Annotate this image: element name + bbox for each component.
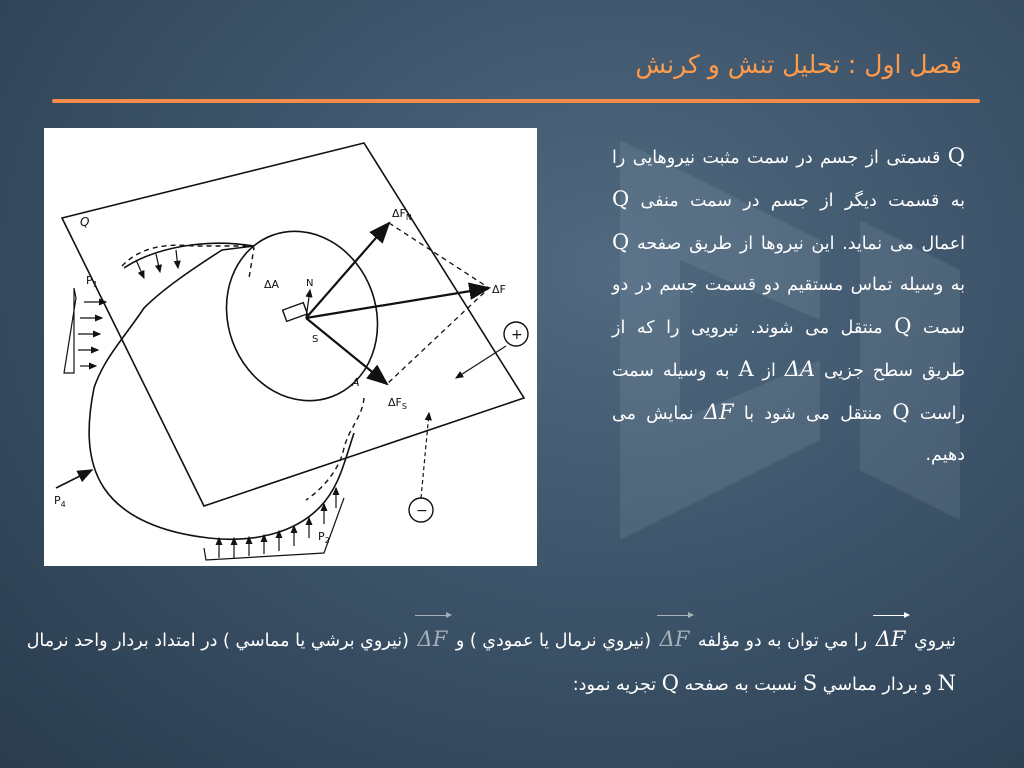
- label-load-p1: $P_1$: [86, 274, 98, 289]
- label-area: ΔA: [264, 278, 280, 291]
- normal-force-arrow: [306, 223, 389, 318]
- decomposition-paragraph: [12, 618, 956, 706]
- stress-diagram: [44, 128, 537, 566]
- text-segment: منتقل می شوند. نیرويی را كه از طريق سطح جزيی: [612, 318, 965, 381]
- title-divider: [52, 99, 980, 103]
- text-segment: قسمتی از جسم در سمت مثبت: [702, 148, 941, 168]
- text-segment: اعمال می نمايد. اين نیروها از طريق صفحه: [636, 234, 965, 254]
- sym-delta-f: ΔF: [703, 400, 734, 424]
- sym-q: Q: [947, 144, 965, 168]
- sym-q: Q: [661, 671, 679, 695]
- explanation-paragraph: [612, 136, 965, 476]
- text-segment: نسبت به صفحه: [684, 675, 798, 695]
- label-normal-force: $\Delta F_N$: [392, 207, 412, 222]
- label-total-force: ΔF: [492, 283, 506, 296]
- text-segment: تجزيه نمود:: [572, 675, 657, 695]
- label-load-p4: $P_4$: [54, 494, 66, 509]
- slide-title: فصل اول : تحليل تنش و كرنش: [635, 50, 962, 79]
- shear-force-arrow: [306, 318, 387, 384]
- load-outline-p1: [64, 288, 76, 373]
- text-segment: نیروهایی را به قسمت ديگر از جسم در سمت منفی: [612, 148, 965, 211]
- load-arrow-p4: [56, 470, 92, 488]
- text-segment: (: [402, 631, 409, 651]
- area-element: [283, 303, 308, 322]
- sym-delta-a: ΔA: [784, 357, 816, 381]
- label-plus: +: [511, 327, 523, 343]
- text-segment: ) و: [455, 631, 477, 651]
- minus-direction-arrow: [421, 413, 429, 498]
- sym-a: A: [738, 357, 754, 381]
- load-arrows-p1: [78, 250, 178, 366]
- text-segment: از: [762, 361, 776, 381]
- text-segment: نيروي: [914, 631, 956, 651]
- text-segment: به وسیله سمت راست: [612, 361, 965, 424]
- vector-delta-f: ΔF: [873, 618, 909, 660]
- load-arrows-p2: [219, 488, 336, 558]
- sym-s: S: [802, 671, 818, 695]
- label-plane: Q: [80, 215, 90, 229]
- label-shear-dir: S: [312, 334, 319, 345]
- plus-direction-arrow: [456, 346, 506, 378]
- vector-delta-f-normal: ΔF: [657, 618, 693, 660]
- sym-q: Q: [612, 187, 630, 211]
- sym-q: Q: [612, 230, 630, 254]
- text-segment: به وسیله تماس مستقیم دو قسمت جسم در دو سمت: [612, 275, 965, 338]
- label-region: A: [352, 376, 360, 389]
- text-segment: و بردار مماسي: [822, 675, 933, 695]
- text-segment: نيروي برشي يا مماسي: [235, 631, 403, 651]
- sym-q: Q: [894, 314, 912, 338]
- label-minus: −: [416, 503, 428, 519]
- label-load-p2: $P_2$: [318, 530, 330, 545]
- stress-diagram-svg: [44, 128, 537, 566]
- text-segment: را مي توان به دو مؤلفه: [697, 631, 868, 651]
- text-segment: نمايش می دهیم.: [612, 404, 965, 465]
- text-segment: منتقل می شود با: [743, 404, 883, 424]
- sym-q: Q: [892, 400, 910, 424]
- text-segment: نيروي نرمال يا عمودي: [482, 631, 645, 651]
- load-outline-p2: [204, 498, 344, 560]
- cutting-plane-q: [62, 143, 524, 506]
- force-parallelogram: [387, 223, 489, 384]
- vector-delta-f-shear: ΔF: [415, 618, 451, 660]
- body-outline: [89, 243, 354, 539]
- sym-n: N: [937, 671, 956, 695]
- label-normal-dir: N: [306, 278, 314, 289]
- text-segment: ) در امتداد بردار واحد نرمال: [26, 631, 230, 651]
- text-segment: (: [644, 631, 652, 651]
- label-shear-force: $\Delta F_S$: [388, 396, 407, 411]
